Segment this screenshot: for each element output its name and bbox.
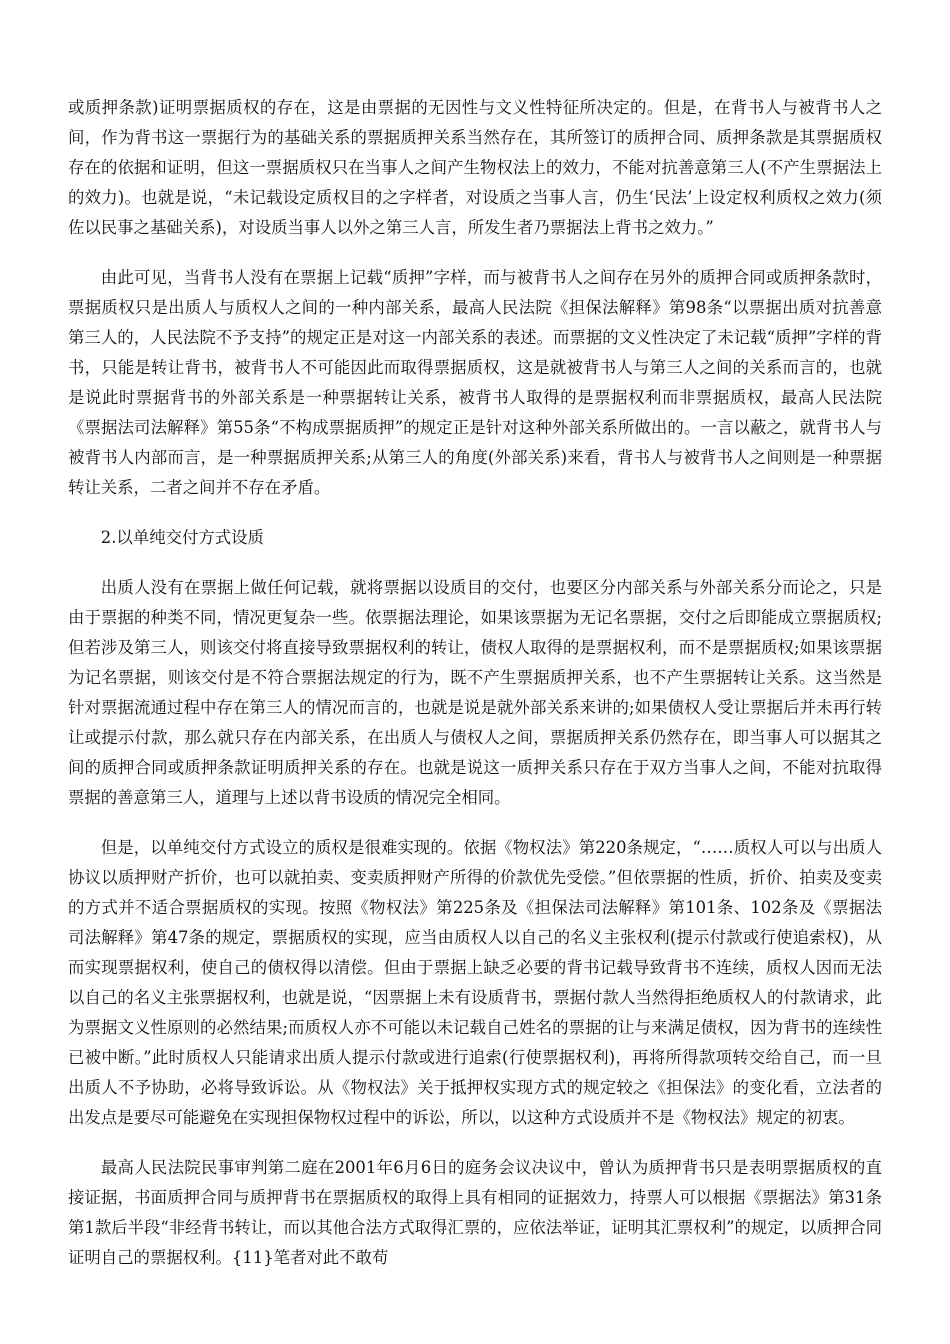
section-heading: 2.以单纯交付方式设质: [100, 528, 264, 547]
body-paragraph: 最高人民法院民事审判第二庭在2001年6月6日的庭务会议决议中，曾认为质押背书只是表明票据质权的直接证据，书面质押合同与质押背书在票据质权的取得上具有相同的证据效力，持票人可以根据《票据法》第31条第1款后半段“非经背书转让，而以其他合法方式取得汇票的，应依法举证，证明其汇票权利”的规定，以质押合同证明自己的票据权利。{11}笔者对此不敢苟: [68, 1158, 882, 1267]
body-paragraph: 或质押条款)证明票据质权的存在，这是由票据的无因性与文义性特征所决定的。但是，在背书人与被背书人之间，作为背书这一票据行为的基础关系的票据质押关系当然存在，其所签订的质押合同、质押条款是其票据质权存在的依据和证明，但这一票据质权只在当事人之间产生物权法上的效力，不能对抗善意第三人(不产生票据法上的效力)。也就是说，“未记载设定质权目的之字样者，对设质之当事人言，仍生‘民法’上设定权利质权之效力(须佐以民事之基础关系)，对设质当事人以外之第三人言，所发生者乃票据法上背书之效力。”: [68, 98, 882, 237]
body-paragraph: 但是，以单纯交付方式设立的质权是很难实现的。依据《物权法》第220条规定，“……质权人可以与出质人协议以质押财产折价，也可以就拍卖、变卖质押财产所得的价款优先受偿。”但依票据的性质，折价、拍卖及变卖的方式并不适合票据质权的实现。按照《物权法》第225条及《担保法司法解释》第101条、102条及《票据法司法解释》第47条的规定，票据质权的实现，应当由质权人以自己的名义主张权利(提示付款或行使追索权)，从而实现票据权利，使自己的债权得以清偿。但由于票据上缺乏必要的背书记载导致背书不连续，质权人因而无法以自己的名义主张票据权利，也就是说，“因票据上未有设质背书，票据付款人当然得拒绝质权人的付款请求，此为票据文义性原则的必然结果;而质权人亦不可能以未记载自己姓名的票据的让与来满足债权，因为背书的连续性已被中断。”此时质权人只能请求出质人提示付款或进行追索(行使票据权利)，再将所得款项转交给自己，而一旦出质人不予协助，必将导致诉讼。从《物权法》关于抵押权实现方式的规定较之《担保法》的变化看，立法者的出发点是要尽可能避免在实现担保物权过程中的诉讼，所以，以这种方式设质并不是《物权法》规定的初衷。: [68, 838, 882, 1127]
body-paragraph: 由此可见，当背书人没有在票据上记载“质押”字样，而与被背书人之间存在另外的质押合同或质押条款时，票据质权只是出质人与质权人之间的一种内部关系，最高人民法院《担保法解释》第98条“以票据出质对抗善意第三人的，人民法院不予支持”的规定正是对这一内部关系的表述。而票据的文义性决定了未记载“质押”字样的背书，只能是转让背书，被背书人不可能因此而取得票据质权，这是就被背书人与第三人之间的关系而言的，也就是说此时票据背书的外部关系是一种票据转让关系，被背书人取得的是票据权利而非票据质权，最高人民法院《票据法司法解释》第55条“不构成票据质押”的规定正是针对这种外部关系所做出的。一言以蔽之，就背书人与被背书人内部而言，是一种票据质押关系;从第三人的角度(外部关系)来看，背书人与被背书人之间则是一种票据转让关系，二者之间并不存在矛盾。: [68, 268, 882, 497]
body-paragraph: 出质人没有在票据上做任何记载，就将票据以设质目的交付，也要区分内部关系与外部关系分而论之，只是由于票据的种类不同，情况更复杂一些。依票据法理论，如果该票据为无记名票据，交付之后即能成立票据质权;但若涉及第三人，则该交付将直接导致票据权利的转让，债权人取得的是票据权利，而不是票据质权;如果该票据为记名票据，则该交付是不符合票据法规定的行为，既不产生票据质押关系，也不产生票据转让关系。这当然是针对票据流通过程中存在第三人的情况而言的，也就是说是就外部关系来讲的;如果债权人受让票据后并未再行转让或提示付款，那么就只存在内部关系，在出质人与债权人之间，票据质押关系仍然存在，即当事人可以据其之间的质押合同或质押条款证明质押关系的存在。也就是说这一质押关系只存在于双方当事人之间，不能对抗取得票据的善意第三人，道理与上述以背书设质的情况完全相同。: [68, 578, 882, 807]
document-page: [68, 93, 882, 1293]
